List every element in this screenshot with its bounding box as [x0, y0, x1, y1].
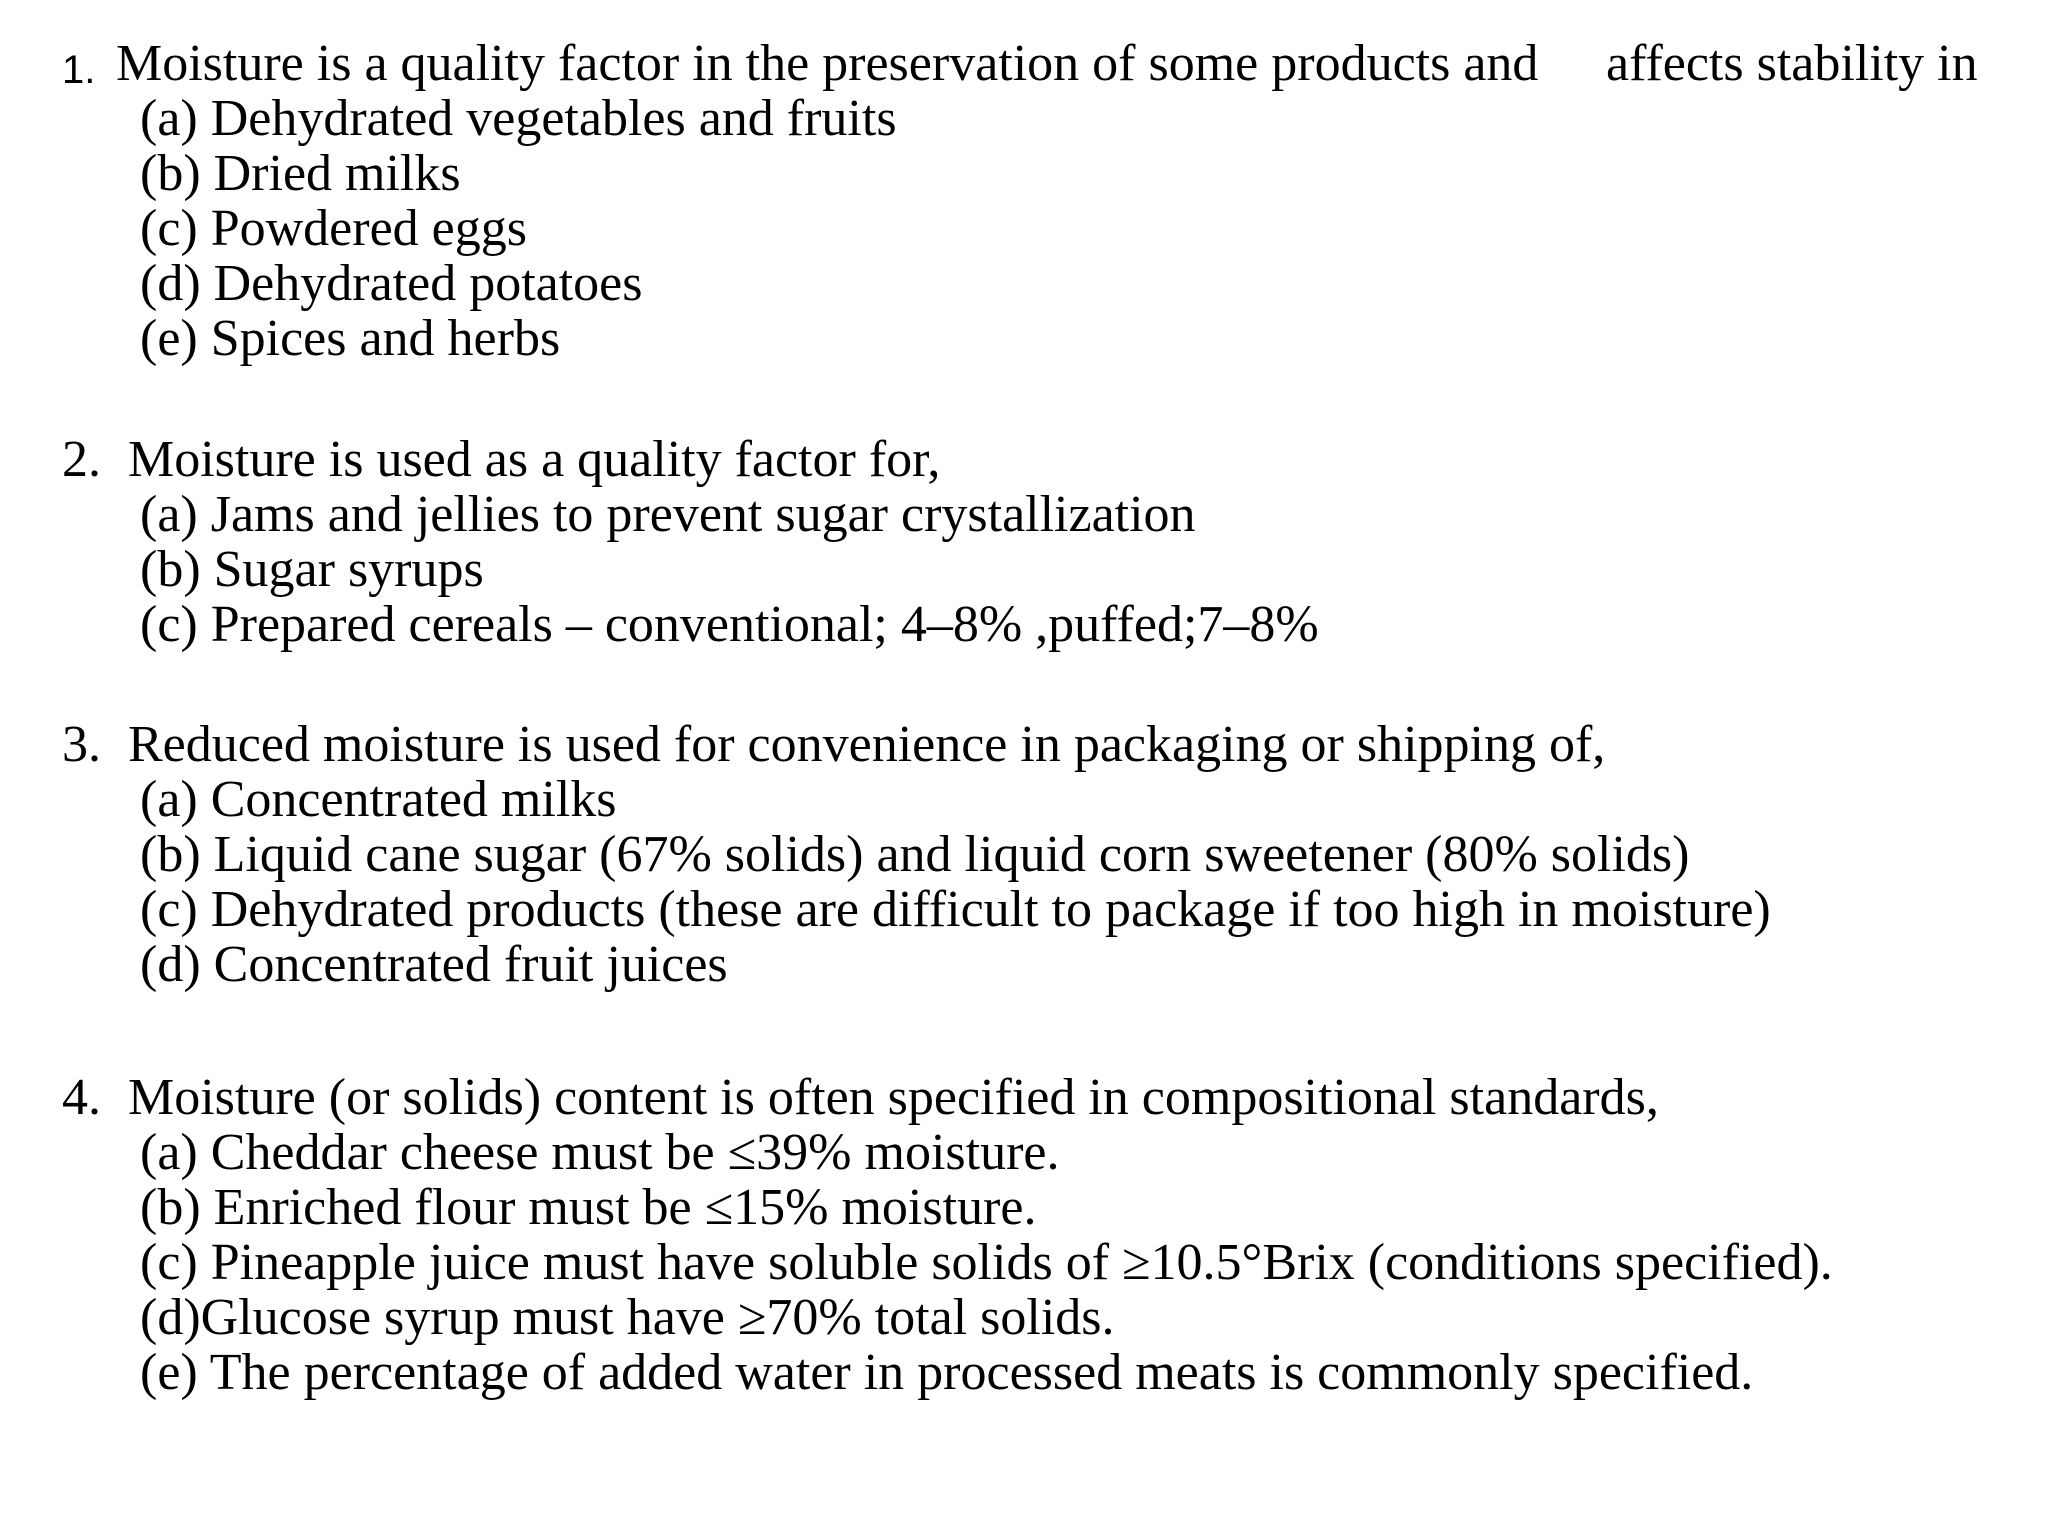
- section-3-item-c: (c) Dehydrated products (these are difficult to package if too high in moisture): [140, 881, 1771, 938]
- section-2-number: 2.: [62, 431, 101, 488]
- section-4-item-c: (c) Pineapple juice must have soluble solids of ≥10.5°Brix (conditions specified).: [140, 1234, 1833, 1291]
- section-1-item-b: (b) Dried milks: [140, 145, 461, 202]
- section-1-heading: Moisture is a quality factor in the preservation of some products and: [116, 35, 1539, 92]
- section-4-item-a: (a) Cheddar cheese must be ≤39% moisture.: [140, 1124, 1060, 1181]
- section-4-item-d: (d)Glucose syrup must have ≥70% total solids.: [140, 1289, 1115, 1346]
- section-3-item-b: (b) Liquid cane sugar (67% solids) and liquid corn sweetener (80% solids): [140, 826, 1690, 883]
- section-1-item-a: (a) Dehydrated vegetables and fruits: [140, 90, 897, 147]
- section-3-item-a: (a) Concentrated milks: [140, 771, 617, 828]
- section-2-item-c: (c) Prepared cereals – conventional; 4–8% ,puffed;7–8%: [140, 596, 1319, 653]
- section-1-number: 1.: [62, 48, 96, 92]
- section-2-item-b: (b) Sugar syrups: [140, 541, 484, 598]
- section-3-heading: Reduced moisture is used for convenience in packaging or shipping of,: [128, 716, 1606, 773]
- section-3-number: 3.: [62, 716, 101, 773]
- section-4-item-b: (b) Enriched flour must be ≤15% moisture.: [140, 1179, 1037, 1236]
- section-4-number: 4.: [62, 1069, 101, 1126]
- section-1-item-c: (c) Powdered eggs: [140, 200, 527, 257]
- section-2-heading: Moisture is used as a quality factor for,: [128, 431, 941, 488]
- section-4-item-e: (e) The percentage of added water in processed meats is commonly specified.: [140, 1344, 1754, 1401]
- section-3-item-d: (d) Concentrated fruit juices: [140, 936, 728, 993]
- section-1-heading-tail: affects stability in: [1606, 35, 1978, 92]
- section-1-item-e: (e) Spices and herbs: [140, 310, 561, 367]
- section-4-heading: Moisture (or solids) content is often specified in compositional standards,: [128, 1069, 1659, 1126]
- section-1-item-d: (d) Dehydrated potatoes: [140, 255, 643, 312]
- section-2-item-a: (a) Jams and jellies to prevent sugar crystallization: [140, 486, 1196, 543]
